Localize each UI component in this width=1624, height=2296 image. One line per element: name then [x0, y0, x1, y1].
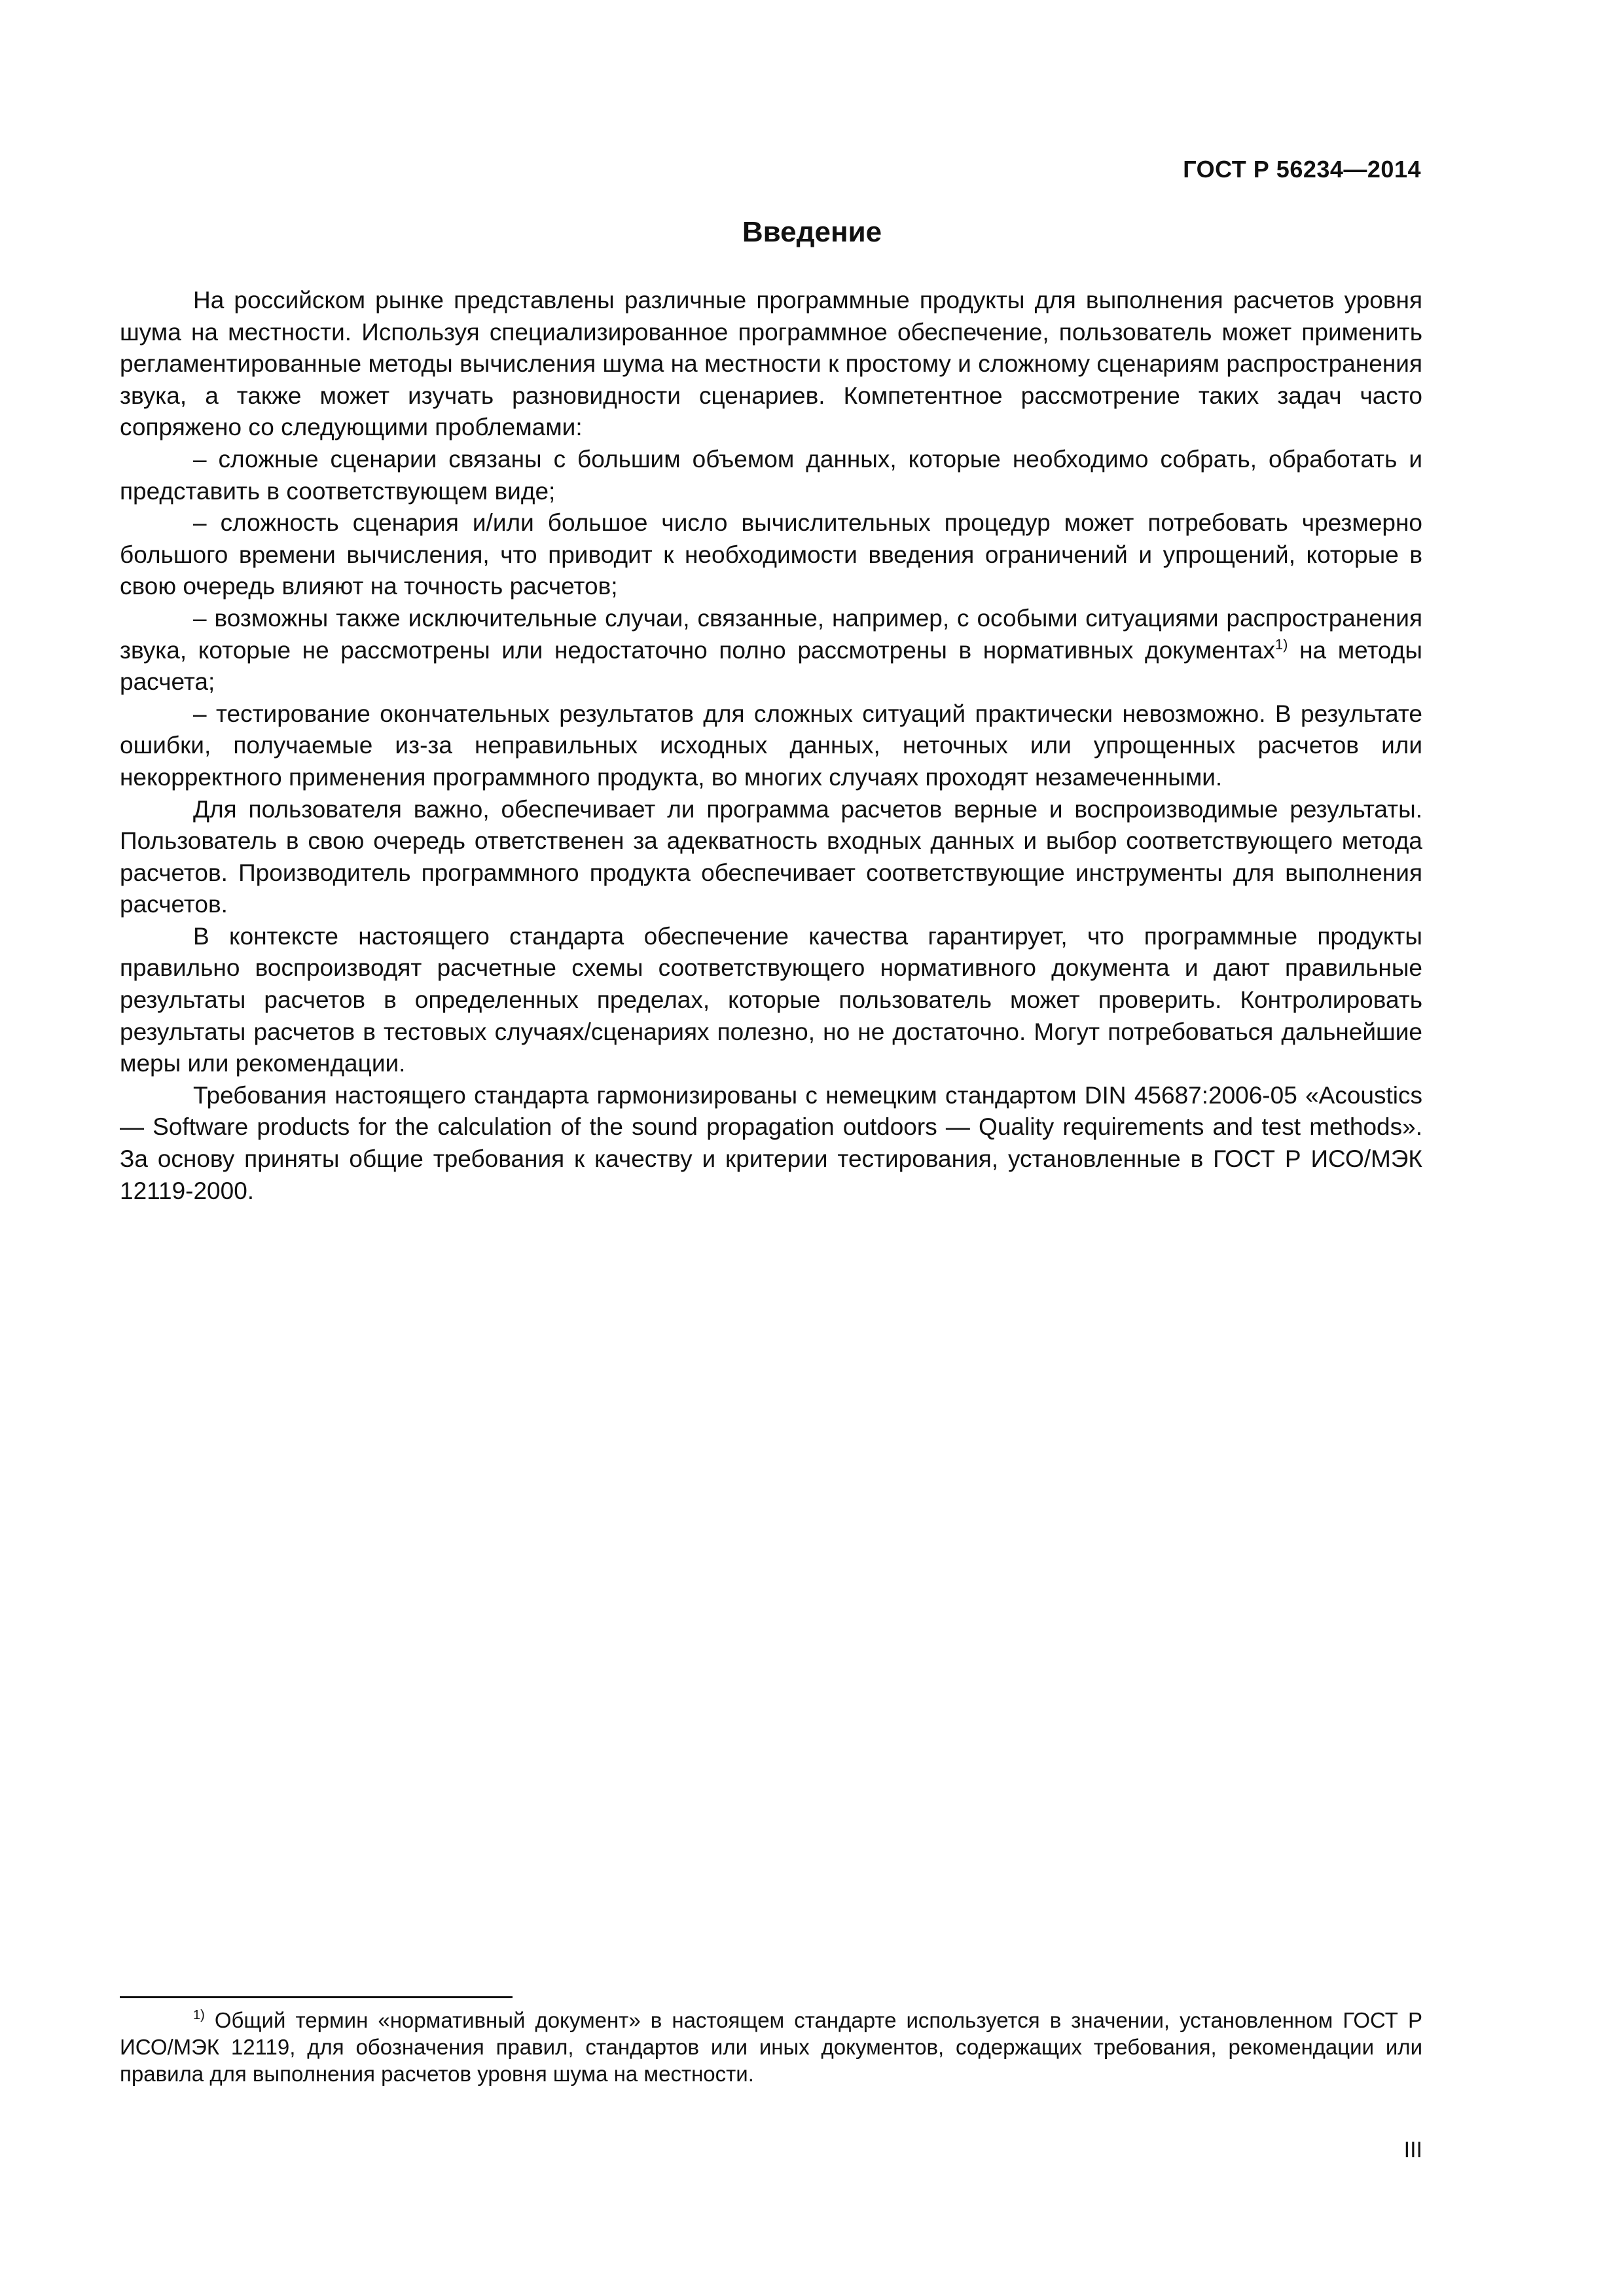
- list-item-text: – возможны также исключительные случаи, связанные, например, с особыми ситуациями распространения звука, которые не рассмотрены или недостаточно полно рассмотрены в нормативных документах: [120, 604, 1422, 664]
- footnote: [120, 2007, 1422, 2087]
- footnote-reference: 1): [1274, 636, 1288, 653]
- list-item-complexity: – сложность сценария и/или большое число вычислительных процедур может потребовать чрезмерно большого времени вычисления, что приводит к необходимости введения ограничений и упрощений, которые в свою очередь влияют на точность расчетов;: [120, 509, 1422, 600]
- introduction-body: [120, 285, 1422, 1207]
- list-item-testing: – тестирование окончательных результатов для сложных ситуаций практически невозможно. В результате ошибки, получаемые из-за неправильных исходных данных, неточных или упрощенных расчетов или некорректного применения программного продукта, во многих случаях проходят незамеченными.: [120, 700, 1422, 791]
- list-item-exceptional-cases: [120, 603, 1422, 698]
- footnote-text: Общий термин «нормативный документ» в настоящем стандарте используется в значении, установленном ГОСТ Р ИСО/МЭК 12119, для обозначения правил, стандартов или иных документов, содержащих требования, рекомендации или правила для выполнения расчетов уровня шума на местности.: [120, 2008, 1422, 2086]
- document-code: ГОСТ Р 56234—2014: [1183, 156, 1421, 183]
- paragraph-user: Для пользователя важно, обеспечивает ли программа расчетов верные и воспроизводимые результаты. Пользователь в свою очередь ответственен за адекватность входных данных и выбор соответствующего метода расчетов. Производитель программного продукта обеспечивает соответствующие инструменты для выполнения расчетов.: [120, 795, 1422, 918]
- section-title: Введение: [742, 216, 882, 248]
- list-item-text-end: на методы расчета;: [120, 636, 1422, 696]
- footnote-marker: 1): [193, 2008, 205, 2022]
- page-number: III: [1403, 2138, 1422, 2162]
- footnote-divider: [120, 1996, 513, 1998]
- paragraph-harmonization: Требования настоящего стандарта гармонизированы с немецким стандартом DIN 45687:2006-05 «Acoustics — Software products for the calculation of the sound propagation outdoors — Quality requirements and test methods». За основу приняты общие требования к качеству и критерии тестирования, установленные в ГОСТ Р ИСО/МЭК 12119-2000.: [120, 1081, 1422, 1204]
- paragraph-quality-assurance: В контексте настоящего стандарта обеспечение качества гарантирует, что программные продукты правильно воспроизводят расчетные схемы соответствующего нормативного документа и дают правильные результаты расчетов в определенных пределах, которые пользователь может проверить. Контролировать результаты расчетов в тестовых случаях/сценариях полезно, но не достаточно. Могут потребоваться дальнейшие меры или рекомендации.: [120, 922, 1422, 1077]
- paragraph-intro: На российском рынке представлены различные программные продукты для выполнения расчетов уровня шума на местности. Используя специализированное программное обеспечение, пользователь может применить регламентированные методы вычисления шума на местности к простому и сложному сценариям распространения звука, а также может изучать разновидности сценариев. Компетентное рассмотрение таких задач часто сопряжено со следующими проблемами:: [120, 287, 1422, 441]
- list-item-large-data: – сложные сценарии связаны с большим объемом данных, которые необходимо собрать, обработать и представить в соответствующем виде;: [120, 445, 1422, 505]
